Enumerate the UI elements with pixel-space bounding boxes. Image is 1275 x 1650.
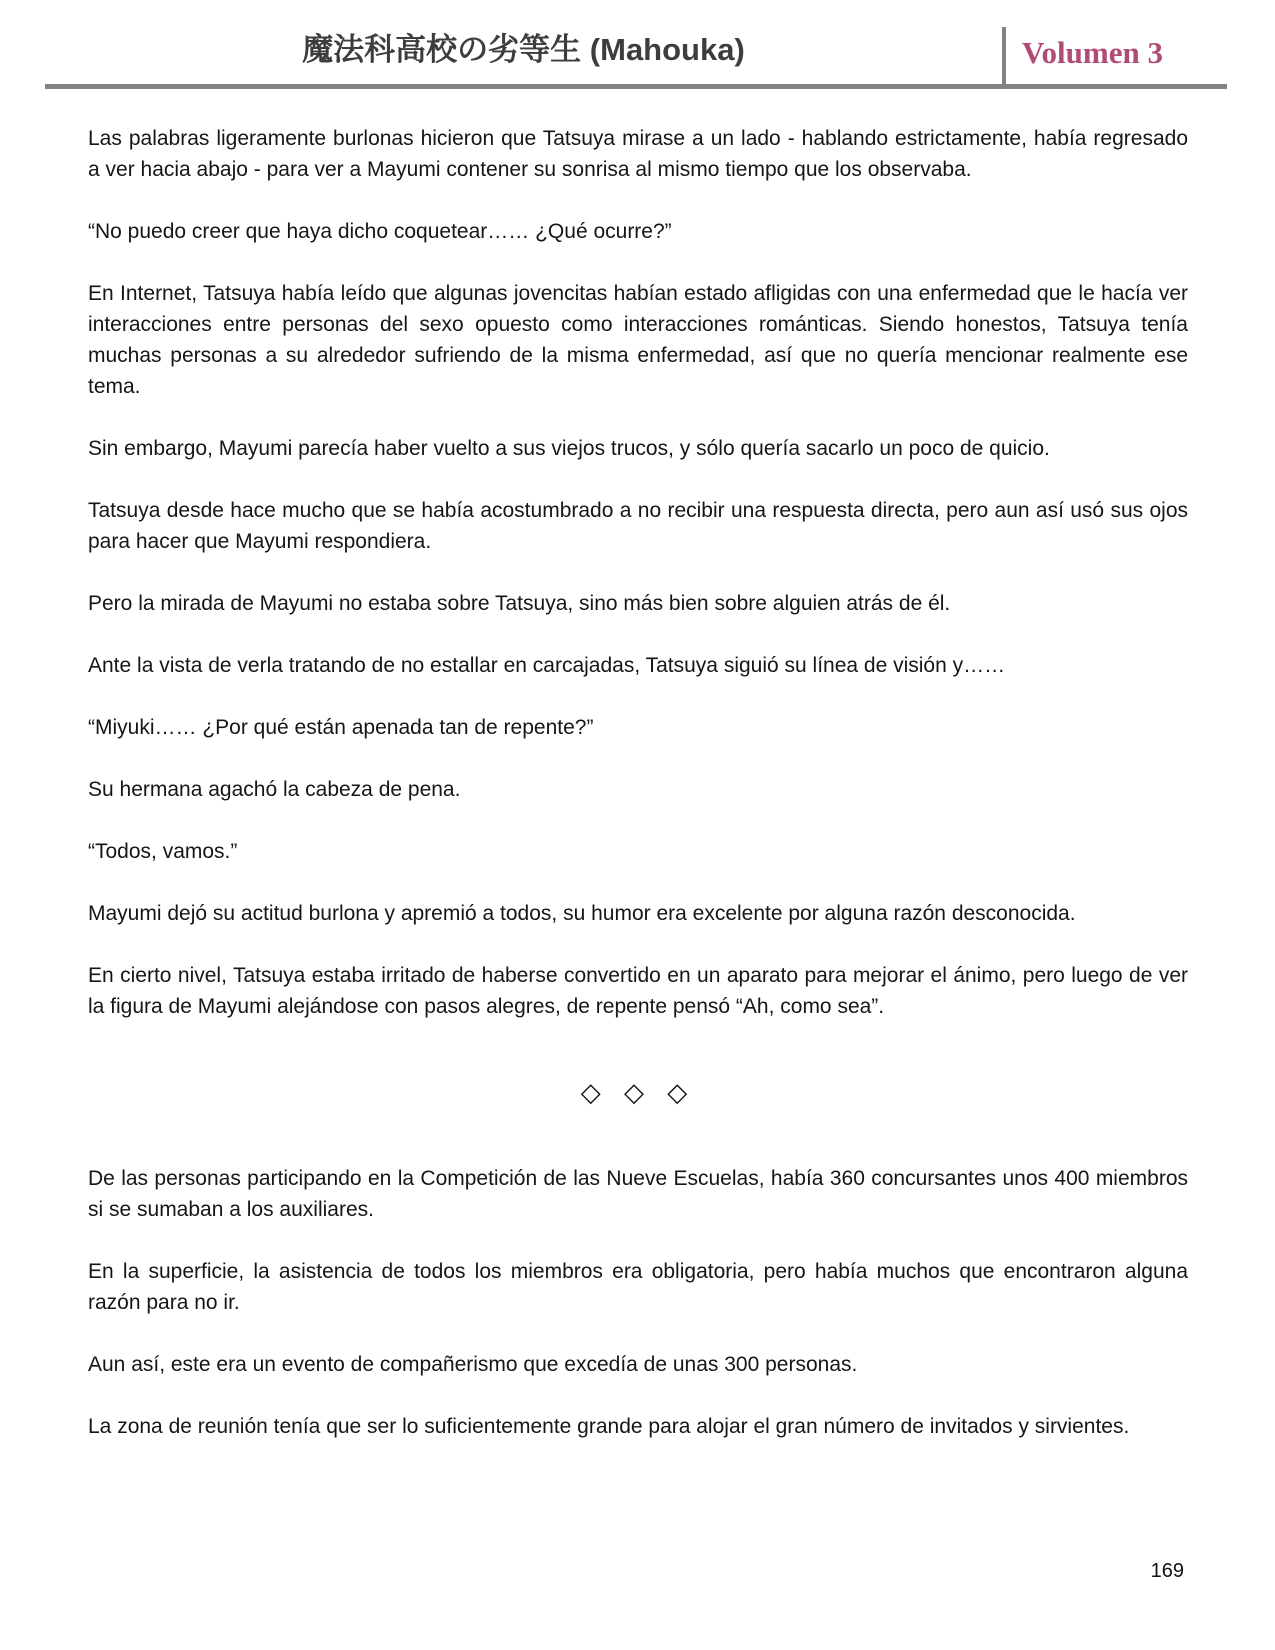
- page-header: [45, 0, 1227, 89]
- paragraph: En Internet, Tatsuya había leído que algunas jovencitas habían estado afligidas con una enfermedad que le hacía ver interacciones entre personas del sexo opuesto como interacciones románticas. Siendo honestos, Tatsuya tenía muchas personas a su alrededor sufriendo de la misma enfermedad, así que no quería mencionar realmente ese tema.: [88, 282, 1188, 398]
- paragraph: Sin embargo, Mayumi parecía haber vuelto a sus viejos trucos, y sólo quería sacarlo un poco de quicio.: [88, 437, 1050, 460]
- paragraph: Pero la mirada de Mayumi no estaba sobre Tatsuya, sino más bien sobre alguien atrás de él.: [88, 592, 951, 615]
- paragraph: Aun así, este era un evento de compañerismo que excedía de unas 300 personas.: [88, 1353, 858, 1376]
- page-content: [88, 123, 1188, 1473]
- paragraph: La zona de reunión tenía que ser lo suficientemente grande para alojar el gran número de invitados y sirvientes.: [88, 1415, 1130, 1438]
- paragraph: Mayumi dejó su actitud burlona y apremió a todos, su humor era excelente por alguna razón desconocida.: [88, 902, 1076, 925]
- scene-divider: ◇ ◇ ◇: [580, 1077, 696, 1107]
- paragraph: Ante la vista de verla tratando de no estallar en carcajadas, Tatsuya siguió su línea de visión y……: [88, 654, 1006, 677]
- paragraph: Su hermana agachó la cabeza de pena.: [88, 778, 461, 801]
- book-title: 魔法科高校の劣等生 (Mahouka): [302, 32, 745, 67]
- paragraph: Tatsuya desde hace mucho que se había acostumbrado a no recibir una respuesta directa, pero aun así usó sus ojos para hacer que Mayumi respondiera.: [88, 499, 1188, 553]
- paragraph: “No puedo creer que haya dicho coquetear…… ¿Qué ocurre?”: [88, 220, 672, 243]
- paragraph: Las palabras ligeramente burlonas hicieron que Tatsuya mirase a un lado - hablando estrictamente, había regresado a ver hacia abajo - para ver a Mayumi contener su sonrisa al mismo tiempo que los observaba.: [88, 127, 1188, 181]
- page-number: 169: [1150, 1560, 1184, 1582]
- paragraph: “Miyuki…… ¿Por qué están apenada tan de repente?”: [88, 716, 594, 739]
- paragraph: De las personas participando en la Competición de las Nueve Escuelas, había 360 concursantes unos 400 miembros si se sumaban a los auxiliares.: [88, 1167, 1188, 1221]
- paragraph: “Todos, vamos.”: [88, 840, 238, 863]
- paragraph: En la superficie, la asistencia de todos los miembros era obligatoria, pero había muchos que encontraron alguna razón para no ir.: [88, 1260, 1188, 1314]
- volume-label: Volumen 3: [1002, 27, 1227, 84]
- paragraph: En cierto nivel, Tatsuya estaba irritado de haberse convertido en un aparato para mejorar el ánimo, pero luego de ver la figura de Mayumi alejándose con pasos alegres, de repente pensó “Ah, como sea”.: [88, 964, 1188, 1018]
